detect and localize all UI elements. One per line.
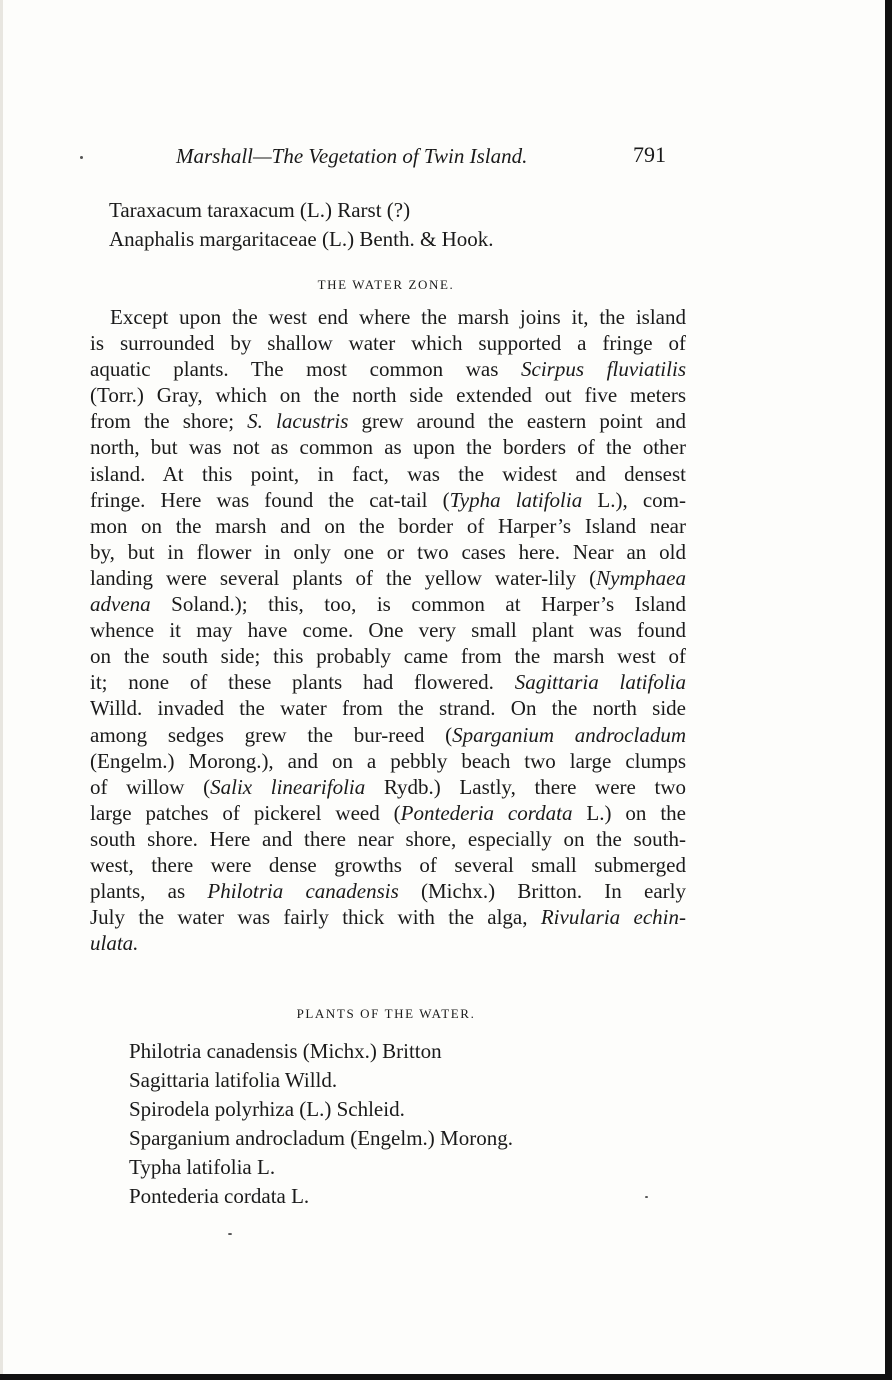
text-run: north, but was not as common as upon the borders of the other [90,435,686,460]
paragraph-line [90,930,686,956]
left-scan-edge [0,0,3,1380]
paragraph-line [90,382,686,408]
text-run: Except upon the west end where the marsh joins it, the island [110,305,686,329]
scan-speck [645,1196,648,1198]
text-run: from the shore; [90,409,248,434]
paragraph-line [90,461,686,487]
italic-taxon-name: Nymphaea [596,565,686,590]
paragraph-line [90,434,686,460]
text-run: Soland.); this, too, is common at Harper’s Island [150,592,686,617]
paragraph-line [90,513,686,539]
text-run: island. At this point, in fact, was the widest and densest [90,461,686,486]
text-run: (Engelm.) Morong.), and on a pebbly beach two large clumps [90,748,686,773]
text-run: aquatic plants. The most common was [90,357,522,382]
paragraph-line [90,826,686,852]
species-entry: Anaphalis margaritaceae (L.) Benth. & Hook. [109,227,494,251]
bottom-scan-border [0,1374,892,1380]
text-run: grew around the eastern point and [348,409,687,434]
text-run: on the south side; this probably came from the marsh west of [90,644,686,669]
paragraph-line [90,643,686,669]
plant-list-item: Sparganium androcladum (Engelm.) Morong. [129,1126,513,1150]
italic-taxon-name: ulata. [90,931,139,956]
text-run: among sedges grew the bur-reed ( [90,722,453,747]
scan-speck [228,1233,232,1235]
italic-taxon-name: Typha latifolia [449,487,583,512]
running-title: Marshall—The Vegetation of Twin Island. [176,144,528,168]
paragraph-line [90,695,686,721]
paragraph-line [90,774,686,800]
text-run: is surrounded by shallow water which supported a fringe of [90,331,686,356]
paragraph-line [90,878,686,904]
italic-taxon-name: Salix linearifolia [210,774,366,799]
paragraph-line [90,617,686,643]
text-run: landing were several plants of the yellow water-lily ( [90,565,597,590]
plants-of-water-list [129,1037,513,1211]
paragraph-line [90,591,686,617]
italic-taxon-name: Sagittaria latifolia [514,670,686,695]
paragraph-line [90,748,686,774]
text-run: Rydb.) Lastly, there were two [365,774,686,799]
paragraph-line [90,669,686,695]
paragraph-line [90,565,686,591]
plant-list-item: Philotria canadensis (Michx.) Britton [129,1039,442,1063]
right-scan-border [885,0,892,1380]
italic-taxon-name: S. lacustris [247,409,349,434]
italic-taxon-name: advena [90,592,151,617]
plant-list-item: Sagittaria latifolia Willd. [129,1068,338,1092]
text-run: by, but in flower in only one or two cases here. Near an old [90,539,686,564]
text-run: (Torr.) Gray, which on the north side extended out five meters [90,383,686,408]
page-number: 791 [633,142,666,167]
paragraph-line [90,904,686,930]
text-run: plants, as [90,879,208,904]
text-run: Willd. invaded the water from the strand. On the north side [90,696,686,721]
section-heading-plants-of-water: PLANTS OF THE WATER. [296,1006,476,1021]
text-run: fringe. Here was found the cat-tail ( [90,487,450,512]
paragraph-line [90,408,686,434]
text-run: whence it may have come. One very small plant was found [90,618,686,643]
italic-taxon-name: Scirpus fluviatilis [521,357,686,382]
water-zone-paragraph [90,304,686,956]
paragraph-line [90,722,686,748]
paragraph-line [90,356,686,382]
paragraph-line [90,304,686,330]
plant-list-item: Pontederia cordata L. [129,1184,310,1208]
text-run: July the water was fairly thick with the alga, [90,905,541,930]
italic-taxon-name: Pontederia cordata [400,800,573,825]
plant-list-item: Typha latifolia L. [129,1155,276,1179]
text-run: south shore. Here and there near shore, especially on the south- [90,826,686,851]
running-header [176,144,676,176]
paragraph-line [90,539,686,565]
paragraph-line [90,800,686,826]
text-run: L.) on the [572,800,686,825]
italic-taxon-name: Philotria canadensis [207,879,399,904]
italic-taxon-name: Sparganium androcladum [452,722,686,747]
text-run: L.), com- [582,487,686,512]
paragraph-line [90,487,686,513]
italic-taxon-name: Rivularia echin- [540,905,686,930]
species-list-continued [109,196,493,254]
text-run: mon on the marsh and on the border of Harper’s Island near [90,513,686,538]
text-run: of willow ( [90,774,211,799]
paragraph-line [90,330,686,356]
text-run: it; none of these plants had flowered. [90,670,515,695]
section-heading-water-zone: THE WATER ZONE. [317,277,455,292]
text-run: large patches of pickerel weed ( [90,800,401,825]
species-entry: Taraxacum taraxacum (L.) Rarst (?) [109,198,411,222]
text-run: west, there were dense growths of several small submerged [90,852,686,877]
paragraph-line [90,852,686,878]
scan-speck [80,156,83,159]
plant-list-item: Spirodela polyrhiza (L.) Schleid. [129,1097,405,1121]
text-run: (Michx.) Britton. In early [398,879,686,904]
